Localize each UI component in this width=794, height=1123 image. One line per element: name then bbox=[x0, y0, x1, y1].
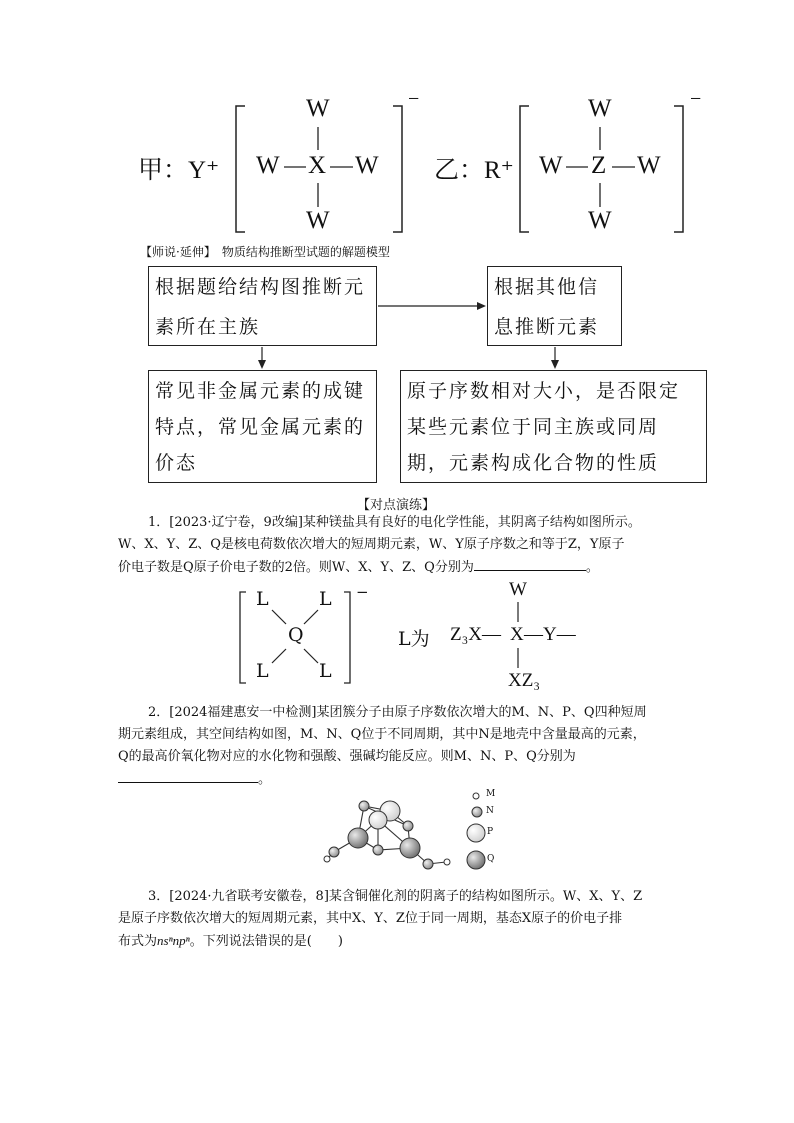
q3-line-c bbox=[118, 930, 758, 953]
flow-box-3: 常见非金属元素的成键特点，常见金属元素的价态 bbox=[148, 370, 377, 483]
q3-line-c-post: 。下列说法错误的是( ) bbox=[189, 934, 343, 949]
yi-atom-left: W bbox=[539, 152, 563, 179]
q1-L-XZ3: XZ₃ bbox=[508, 670, 540, 691]
legend-Q-marker bbox=[467, 851, 485, 869]
q1-atom-L-br: L bbox=[319, 660, 332, 682]
q1-L-W: W bbox=[509, 579, 527, 600]
cluster-atom-Q-2 bbox=[400, 838, 420, 858]
flow-box-4: 原子序数相对大小，是否限定某些元素位于同主族或同周期，元素构成化合物的性质 bbox=[400, 370, 707, 483]
yi-atom-bottom: W bbox=[588, 207, 612, 234]
cluster-atom-N-5 bbox=[423, 859, 433, 869]
q1-atom-L-tl: L bbox=[256, 588, 269, 610]
cluster-atom-M-1 bbox=[324, 856, 330, 862]
q1-line-a: 1．[2023·辽宁卷，9改编]某种镁盐具有良好的电化学性能，其阴离子结构如图所示。 bbox=[148, 515, 641, 530]
jia-atom-bottom: W bbox=[306, 207, 330, 234]
q2-line-b: 期元素组成，其空间结构如图，M、N、Q位于不同周期，其中N是地壳中含量最高的元素， bbox=[118, 727, 646, 742]
yi-atom-center: Z bbox=[591, 152, 607, 179]
q2-line-a: 2．[2024福建惠安一中检测]某团簇分子由原子序数依次增大的M、N、P、Q四种短周 bbox=[148, 705, 647, 720]
jia-charge: − bbox=[408, 88, 420, 110]
legend-M-marker bbox=[473, 793, 479, 799]
q3-formula: nsⁿnpⁿ bbox=[157, 933, 190, 948]
q1-line-b: W、X、Y、Z、Q是核电荷数依次增大的短周期元素，W、Y原子序数之和等于Z，Y原子 bbox=[118, 537, 625, 552]
legend-M-label: M bbox=[486, 789, 496, 799]
q1-anion-charge: − bbox=[356, 583, 369, 601]
q1-L-label: L为 bbox=[398, 628, 430, 650]
q1-L-Y: —Y— bbox=[524, 624, 576, 645]
jia-prefix: 甲：Y⁺ bbox=[138, 157, 220, 184]
legend-N-label: N bbox=[486, 806, 494, 816]
q1-atom-L-bl: L bbox=[256, 660, 269, 682]
cluster-atom-N-4 bbox=[329, 847, 339, 857]
yi-prefix: 乙：R⁺ bbox=[434, 157, 514, 184]
cluster-atom-M-2 bbox=[444, 859, 450, 865]
legend-P-label: P bbox=[487, 827, 494, 837]
yi-atom-top: W bbox=[588, 95, 612, 122]
jia-atom-left: W bbox=[256, 152, 280, 179]
cluster-atom-Q-1 bbox=[348, 828, 368, 848]
q1-L-Z3X: Z₃X— bbox=[450, 624, 501, 645]
section-title: 【师说·延伸】 物质结构推断型试题的解题模型 bbox=[140, 245, 390, 259]
cluster-atom-N-3 bbox=[373, 845, 383, 855]
jia-atom-top: W bbox=[306, 95, 330, 122]
practice-title: 【对点演练】 bbox=[357, 498, 436, 513]
jia-atom-center: X bbox=[308, 152, 327, 179]
flow-box-1: 根据题给结构图推断元素所在主族 bbox=[148, 266, 377, 346]
yi-charge: − bbox=[690, 88, 702, 110]
flow-box-2: 根据其他信息推断元素 bbox=[487, 266, 622, 346]
legend-N-marker bbox=[472, 807, 482, 817]
q2-line-d-end: 。 bbox=[258, 772, 272, 787]
q1-line-c-text: 价电子数是Q原子价电子数的2倍。则W、X、Y、Z、Q分别为 bbox=[118, 560, 474, 575]
cluster-atom-N-2 bbox=[403, 821, 413, 831]
q3-line-c-pre: 布式为 bbox=[118, 934, 158, 949]
q2-line-c: Q的最高价氧化物对应的水化物和强酸、强碱均能反应。则M、N、P、Q分别为 bbox=[118, 749, 576, 764]
q1-atom-Q: Q bbox=[288, 624, 304, 646]
q1-L-X: X bbox=[510, 624, 524, 645]
jia-atom-right: W bbox=[355, 152, 379, 179]
cluster-atom-P-2 bbox=[369, 811, 387, 829]
legend-Q-label: Q bbox=[487, 854, 495, 864]
yi-atom-right: W bbox=[637, 152, 661, 179]
q1-atom-L-tr: L bbox=[319, 588, 332, 610]
q1-line-c-end: 。 bbox=[585, 560, 599, 575]
cluster-atom-N-1 bbox=[359, 801, 369, 811]
q3-line-b: 是原子序数依次增大的短周期元素，其中X、Y、Z位于同一周期，基态X原子的价电子排 bbox=[118, 911, 623, 926]
q3-line-a: 3．[2024·九省联考安徽卷，8]某含铜催化剂的阴离子的结构如图所示。W、X、Y、Z bbox=[148, 889, 643, 904]
legend-P-marker bbox=[467, 824, 485, 842]
